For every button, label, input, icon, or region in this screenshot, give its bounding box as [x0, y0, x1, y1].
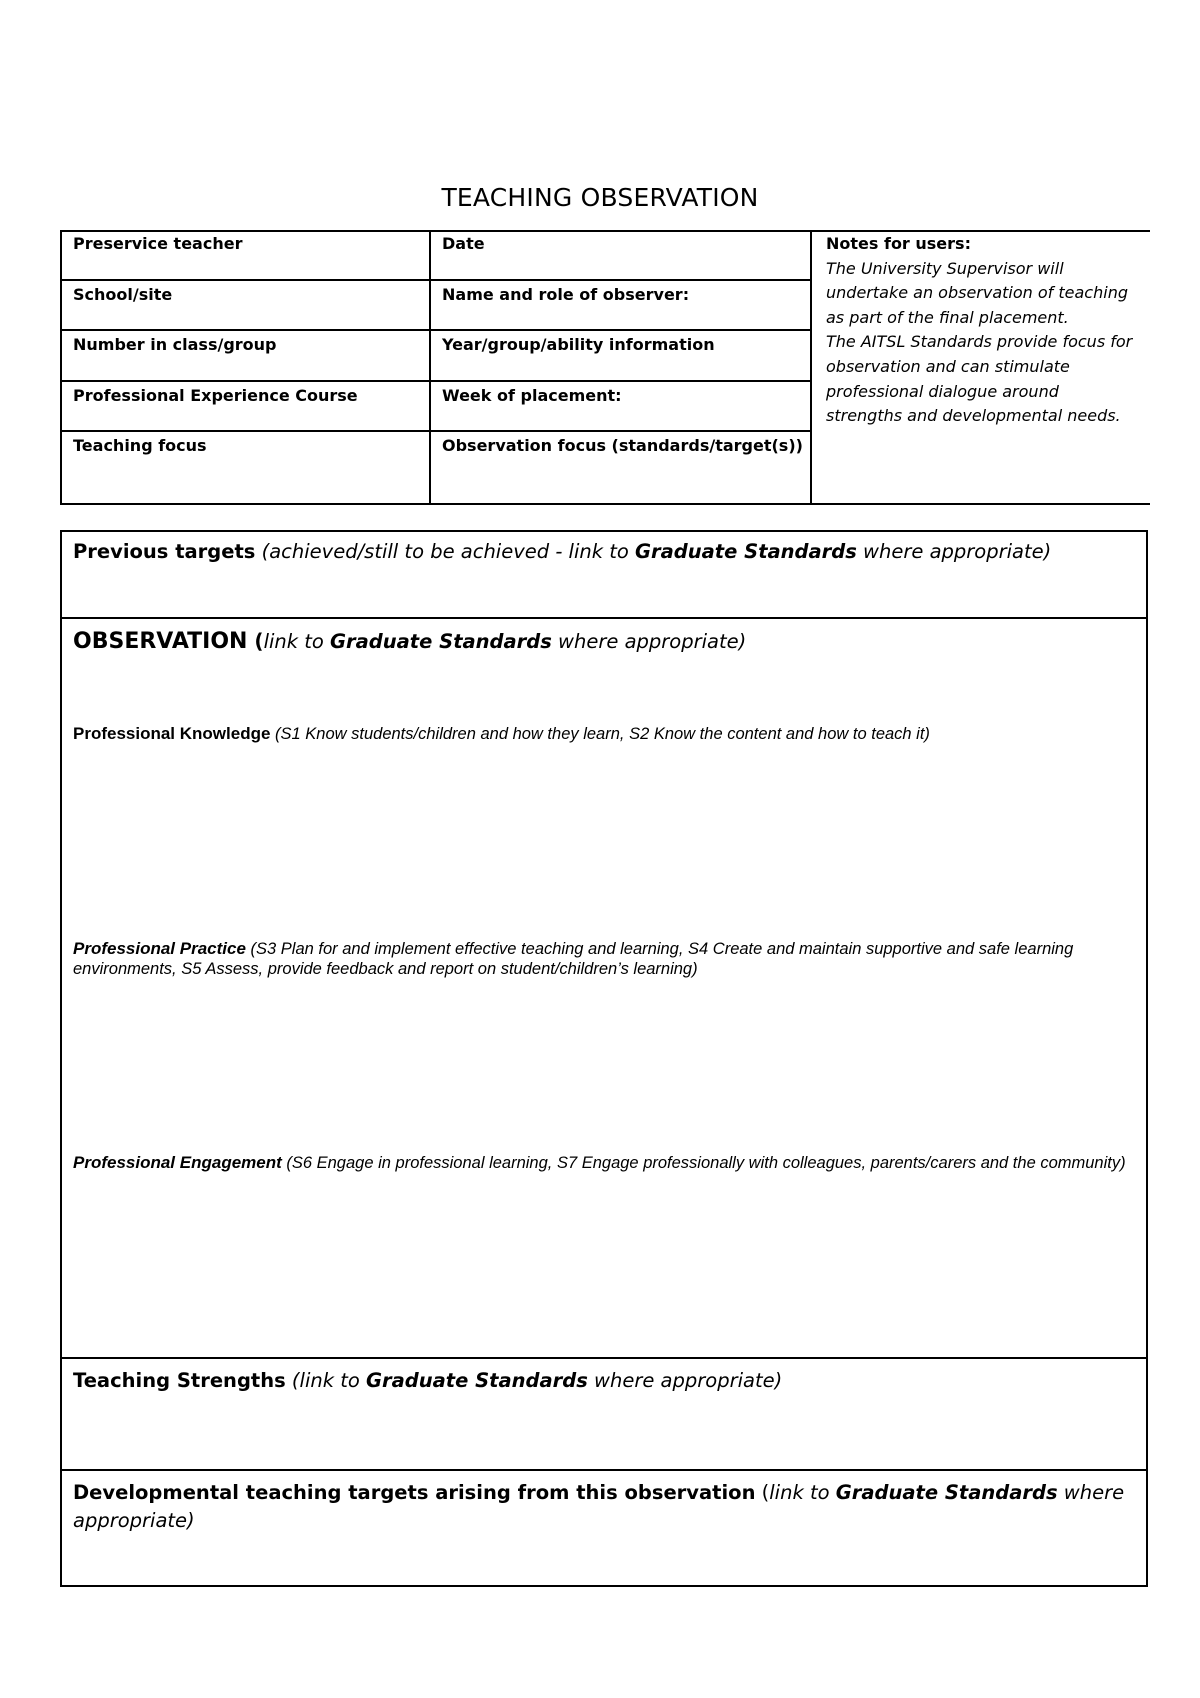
professional-practice-label: Professional Practice	[73, 939, 246, 958]
observation-desc: link to	[263, 630, 331, 653]
observation-label: OBSERVATION	[73, 629, 248, 654]
course-label: Professional Experience Course	[73, 386, 358, 405]
school-site-label: School/site	[73, 285, 173, 304]
developmental-targets-label: Developmental teaching targets arising from this observation	[73, 1481, 756, 1504]
observation-form	[60, 530, 1148, 1587]
info-table	[60, 230, 1150, 505]
notes-line: undertake an observation of teaching	[826, 283, 1128, 303]
teaching-strengths-heading	[73, 1367, 1134, 1395]
professional-knowledge-label: Professional Knowledge	[73, 724, 271, 743]
observer-label: Name and role of observer:	[442, 285, 690, 304]
professional-knowledge-heading	[73, 724, 1128, 744]
developmental-paren: (	[755, 1481, 770, 1504]
observation-paren: (	[247, 629, 264, 653]
class-size-label: Number in class/group	[73, 335, 277, 354]
professional-knowledge-desc: (S1 Know students/children and how they learn, S2 Know the content and how to teach it)	[270, 725, 930, 743]
developmental-desc: link to	[769, 1481, 836, 1504]
notes-line: as part of the final placement.	[826, 307, 1069, 327]
preservice-teacher-label: Preservice teacher	[73, 234, 243, 253]
teaching-strengths-desc-end: where appropriate)	[587, 1369, 783, 1392]
previous-targets-desc-end: where appropriate)	[856, 540, 1052, 563]
notes-heading: Notes for users:	[826, 234, 971, 253]
notes-line: The AITSL Standards provide focus for	[826, 332, 1133, 352]
page-title: TEACHING OBSERVATION	[441, 183, 759, 212]
professional-practice-heading	[73, 939, 1128, 979]
notes-line: strengths and developmental needs.	[826, 406, 1121, 426]
observation-focus-label: Observation focus (standards/target(s))	[442, 436, 803, 455]
graduate-standards-ref: Graduate Standards	[330, 630, 552, 653]
notes-line: The University Supervisor will	[826, 258, 1064, 278]
graduate-standards-ref: Graduate Standards	[635, 540, 857, 563]
date-label: Date	[442, 234, 485, 253]
teaching-strengths-label: Teaching Strengths	[73, 1369, 286, 1392]
notes-line: observation and can stimulate	[826, 356, 1070, 376]
graduate-standards-ref: Graduate Standards	[366, 1369, 588, 1392]
year-group-label: Year/group/ability information	[442, 335, 715, 354]
professional-engagement-desc: (S6 Engage in professional learning, S7 Engage professionally with colleagues, parents/carers and the community)	[281, 1154, 1126, 1172]
professional-engagement-label: Professional Engagement	[73, 1153, 282, 1172]
previous-targets-heading	[73, 538, 1134, 566]
previous-targets-desc: (achieved/still to be achieved - link to	[261, 540, 636, 563]
teaching-focus-label: Teaching focus	[73, 436, 207, 455]
notes-line: professional dialogue around	[826, 381, 1059, 401]
observation-desc-end: where appropriate)	[551, 630, 747, 653]
developmental-targets-heading	[73, 1479, 1134, 1535]
observation-heading	[73, 626, 1134, 657]
week-label: Week of placement:	[442, 386, 622, 405]
developmental-desc-end: where appropriate)	[73, 1481, 1125, 1532]
graduate-standards-ref: Graduate Standards	[835, 1481, 1058, 1504]
professional-engagement-heading	[73, 1153, 1128, 1173]
teaching-strengths-desc: (link to	[285, 1369, 366, 1392]
notes-for-users	[826, 230, 1146, 429]
professional-practice-desc: (S3 Plan for and implement effective teaching and learning, S4 Create and maintain supportive and safe learning environments, S5 Assess, provide feedback and report on student/children’s learning)	[73, 940, 1074, 978]
previous-targets-label: Previous targets	[73, 540, 256, 563]
